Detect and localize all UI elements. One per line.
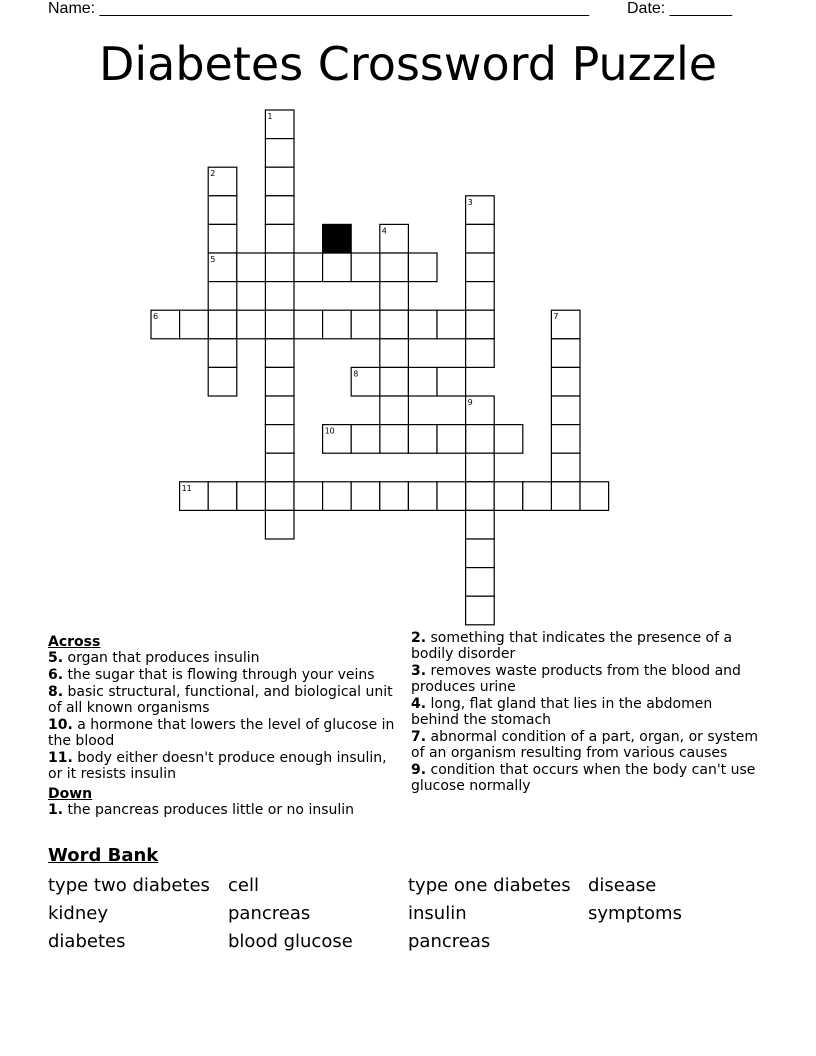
clue-across-11 (48, 750, 400, 782)
page-title: Diabetes Crossword Puzzle (98, 37, 718, 91)
word-bank-item: symptoms (588, 903, 682, 924)
grid-cell[interactable] (351, 310, 380, 339)
grid-cell[interactable] (466, 425, 495, 454)
grid-cell[interactable] (351, 482, 380, 511)
grid-cell[interactable] (380, 339, 409, 368)
clue-number-label: 2 (210, 169, 216, 179)
clue-number: 8. (48, 684, 64, 700)
clue-text: body either doesn't produce enough insulin, or it resists insulin (48, 750, 387, 782)
clue-number: 4. (411, 696, 427, 712)
clue-number-label: 1 (267, 112, 273, 121)
clue-number: 3. (411, 663, 427, 679)
clue-down-4 (411, 696, 763, 728)
black-cell (323, 224, 352, 253)
clue-number-label: 5 (210, 255, 216, 264)
grid-cell[interactable] (466, 339, 495, 368)
word-bank-item: pancreas (408, 931, 491, 952)
clue-number: 2. (411, 630, 427, 646)
clue-number: 6. (48, 667, 64, 683)
grid-cell[interactable] (237, 482, 266, 511)
grid-cell[interactable] (323, 482, 352, 511)
grid-cell[interactable] (208, 310, 237, 339)
grid-cell[interactable] (551, 396, 580, 425)
word-bank-item: cell (228, 875, 259, 896)
clue-number: 10. (48, 717, 73, 733)
grid-cell[interactable] (494, 425, 523, 454)
word-bank-item: diabetes (48, 931, 126, 952)
clue-down-2 (411, 630, 763, 662)
grid-cell[interactable] (208, 339, 237, 368)
grid-cell[interactable] (380, 367, 409, 396)
clue-text: a hormone that lowers the level of glucose in the blood (48, 717, 395, 749)
across-heading: Across (48, 634, 101, 650)
grid-cell[interactable] (466, 253, 495, 282)
grid-cell[interactable] (408, 425, 437, 454)
clue-text: long, flat gland that lies in the abdomen behind the stomach (411, 696, 713, 728)
clue-across-6 (48, 667, 400, 683)
clue-text: the pancreas produces little or no insulin (67, 802, 355, 818)
grid-cell[interactable] (265, 139, 294, 168)
grid-cell[interactable] (494, 482, 523, 511)
grid-cell[interactable] (380, 425, 409, 454)
grid-cell[interactable] (265, 425, 294, 454)
grid-cell[interactable] (208, 196, 237, 225)
grid-cell[interactable] (294, 310, 323, 339)
grid-cell[interactable] (523, 482, 552, 511)
grid-cell[interactable] (466, 310, 495, 339)
date-field[interactable]: Date: _______ (627, 0, 732, 17)
clue-text: abnormal condition of a part, organ, or system of an organism resulting from various causes (411, 729, 758, 761)
grid-cell[interactable] (551, 482, 580, 511)
grid-cell[interactable] (580, 482, 609, 511)
grid-cell[interactable] (551, 339, 580, 368)
grid-cell[interactable] (551, 425, 580, 454)
grid-cell[interactable] (265, 367, 294, 396)
word-bank-item: kidney (48, 903, 108, 924)
grid-cell[interactable] (437, 367, 466, 396)
grid-cell[interactable] (237, 310, 266, 339)
grid-cell[interactable] (265, 224, 294, 253)
name-field[interactable]: Name: _______________________________________________________ (48, 0, 589, 17)
clue-text: the sugar that is flowing through your veins (67, 667, 375, 683)
grid-cell[interactable] (437, 310, 466, 339)
clue-down-9 (411, 762, 763, 794)
grid-cell[interactable] (265, 453, 294, 482)
clue-text: organ that produces insulin (67, 650, 260, 666)
grid-cell[interactable] (408, 482, 437, 511)
grid-cell[interactable] (551, 367, 580, 396)
grid-cell[interactable] (265, 396, 294, 425)
clue-number: 5. (48, 650, 64, 666)
grid-cell[interactable] (408, 253, 437, 282)
grid-cell[interactable] (208, 482, 237, 511)
clue-number-label: 7 (553, 312, 559, 322)
clue-number-label: 10 (324, 426, 335, 436)
grid-cell[interactable] (408, 367, 437, 396)
clue-number-label: 9 (467, 398, 473, 407)
clue-text: condition that occurs when the body can't use glucose normally (411, 762, 756, 794)
grid-cell[interactable] (408, 310, 437, 339)
clue-text: basic structural, functional, and biological unit of all known organisms (48, 684, 393, 716)
down-heading: Down (48, 786, 93, 802)
grid-cell[interactable] (466, 539, 495, 568)
clue-text: removes waste products from the blood and produces urine (411, 663, 741, 695)
word-bank-item: type one diabetes (408, 875, 571, 896)
word-bank-item: pancreas (228, 903, 311, 924)
word-bank-title: Word Bank (48, 845, 159, 866)
grid-cell[interactable] (351, 253, 380, 282)
grid-cell[interactable] (380, 253, 409, 282)
clue-number-label: 8 (353, 369, 359, 379)
grid-cell[interactable] (437, 425, 466, 454)
grid-cell[interactable] (208, 282, 237, 311)
clue-down-1 (48, 802, 400, 818)
grid-cell[interactable] (380, 282, 409, 311)
grid-cell[interactable] (323, 253, 352, 282)
grid-cell[interactable] (466, 568, 495, 597)
grid-cell[interactable] (237, 253, 266, 282)
grid-cell[interactable] (551, 453, 580, 482)
grid-cell[interactable] (294, 482, 323, 511)
clue-number: 9. (411, 762, 427, 778)
grid-cell[interactable] (466, 453, 495, 482)
clue-number-label: 4 (381, 226, 387, 236)
clues-left-column (48, 630, 400, 819)
clue-text: something that indicates the presence of a bodily disorder (411, 630, 733, 662)
clue-across-8 (48, 684, 400, 716)
word-bank-item: type two diabetes (48, 875, 210, 896)
grid-cell[interactable] (180, 310, 209, 339)
grid-cell[interactable] (466, 482, 495, 511)
clue-number: 1. (48, 802, 64, 818)
grid-cell[interactable] (208, 224, 237, 253)
grid-cell[interactable] (466, 224, 495, 253)
grid-cell[interactable] (265, 482, 294, 511)
grid-cell[interactable] (265, 310, 294, 339)
clue-across-10 (48, 717, 400, 749)
clue-number: 11. (48, 750, 73, 766)
grid-cell[interactable] (351, 425, 380, 454)
word-bank-item: insulin (408, 903, 467, 924)
grid-cell[interactable] (265, 167, 294, 196)
clue-across-5 (48, 650, 400, 666)
grid-cell[interactable] (294, 253, 323, 282)
grid-cell[interactable] (208, 367, 237, 396)
grid-cell[interactable] (380, 482, 409, 511)
grid-cell[interactable] (265, 339, 294, 368)
clue-down-7 (411, 729, 763, 761)
clues-right-column (411, 630, 763, 795)
grid-cell[interactable] (265, 253, 294, 282)
word-bank-item: blood glucose (228, 931, 353, 952)
grid-cell[interactable] (265, 510, 294, 539)
clue-number-label: 11 (181, 483, 192, 493)
grid-cell[interactable] (466, 596, 495, 625)
grid-cell[interactable] (265, 196, 294, 225)
grid-cell[interactable] (437, 482, 466, 511)
clue-number: 7. (411, 729, 427, 745)
clue-down-3 (411, 663, 763, 695)
clue-number-label: 3 (467, 197, 473, 207)
grid-cell[interactable] (466, 282, 495, 311)
grid-cell[interactable] (380, 396, 409, 425)
grid-cell[interactable] (466, 510, 495, 539)
word-bank (48, 872, 768, 956)
clue-number-label: 6 (153, 312, 159, 322)
word-bank-item: disease (588, 875, 657, 896)
grid-cell[interactable] (380, 310, 409, 339)
grid-cell[interactable] (323, 310, 352, 339)
grid-cell[interactable] (265, 282, 294, 311)
